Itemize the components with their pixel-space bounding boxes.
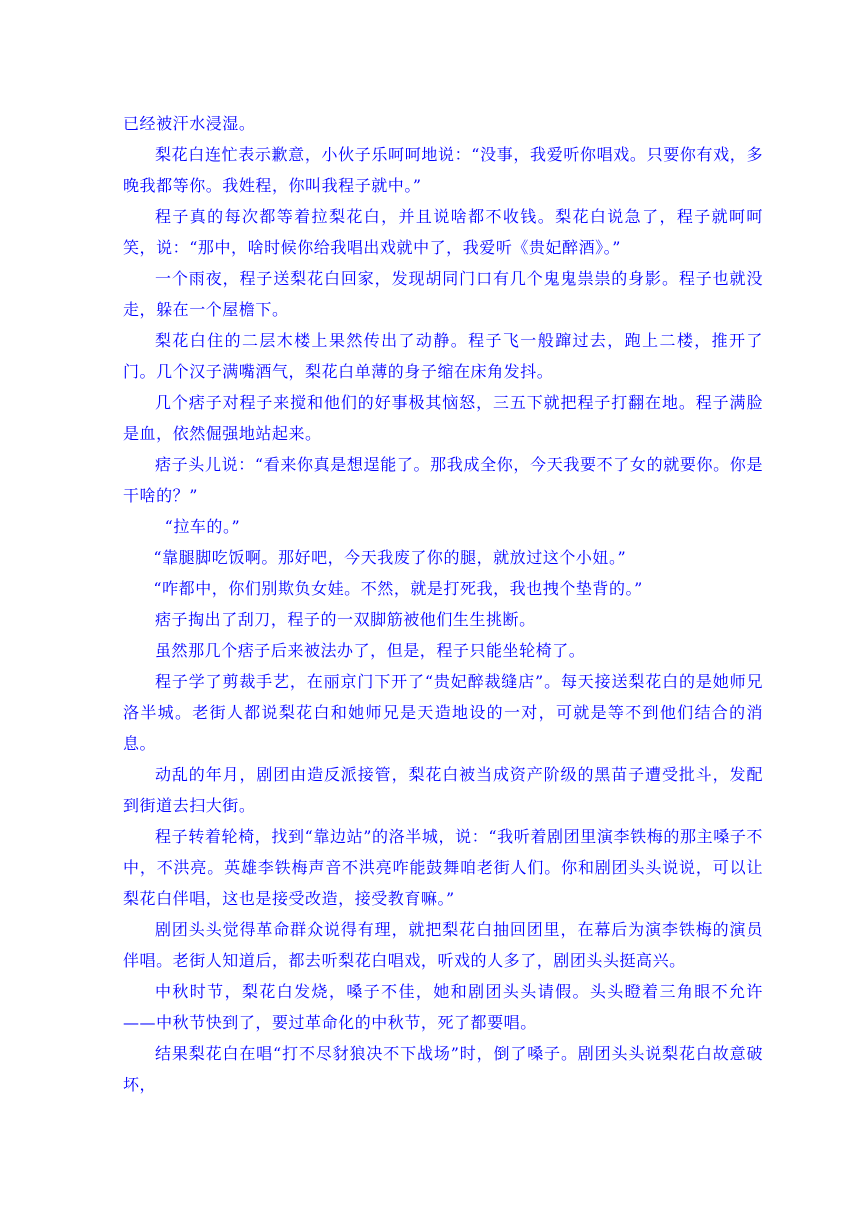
paragraph: “拉车的。” — [164, 517, 241, 536]
paragraph: 痞子掏出了刮刀，程子的一双脚筋被他们生生挑断。 — [155, 610, 536, 629]
paragraph: 虽然那几个痞子后来被法办了，但是，程子只能坐轮椅了。 — [155, 641, 586, 660]
paragraph: “咋都中，你们别欺负女娃。不然，就是打死我，我也拽个垫背的。” — [153, 579, 643, 598]
paragraph: 程子学了剪裁手艺，在丽京门下开了“贵妃醉裁缝店”。每天接送梨花白的是她师兄洛半城。老街人都说梨花白和她师兄是天造地设的一对，可就是等不到他们结合的消息。 — [123, 672, 763, 753]
document-body — [123, 108, 763, 1100]
paragraph: 已经被汗水浸湿。 — [123, 114, 256, 133]
paragraph: 结果梨花白在唱“打不尽豺狼决不下战场”时，倒了嗓子。剧团头头说梨花白故意破坏， — [123, 1044, 763, 1094]
paragraph: 中秋时节，梨花白发烧，嗓子不佳，她和剧团头头请假。头头瞪着三角眼不允许——中秋节快到了，要过革命化的中秋节，死了都要唱。 — [123, 982, 763, 1032]
paragraph: 程子真的每次都等着拉梨花白，并且说啥都不收钱。梨花白说急了，程子就呵呵笑，说：“那中，啥时候你给我唱出戏就中了，我爱听《贵妃醉酒》。” — [123, 207, 763, 257]
paragraph: 几个痞子对程子来搅和他们的好事极其恼怒，三五下就把程子打翻在地。程子满脸是血，依然倔强地站起来。 — [123, 393, 763, 443]
paragraph: 程子转着轮椅，找到“靠边站”的洛半城，说：“我听着剧团里演李铁梅的那主嗓子不中，不洪亮。英雄李铁梅声音不洪亮咋能鼓舞咱老街人们。你和剧团头头说说，可以让梨花白伴唱，这也是接受改造，接受教育嘛。” — [123, 827, 763, 908]
paragraph: 剧团头头觉得革命群众说得有理，就把梨花白抽回团里，在幕后为演李铁梅的演员伴唱。老街人知道后，都去听梨花白唱戏，听戏的人多了，剧团头头挺高兴。 — [123, 920, 763, 970]
paragraph: “靠腿脚吃饭啊。那好吧，今天我废了你的腿，就放过这个小妞。” — [153, 548, 627, 567]
paragraph: 梨花白连忙表示歉意，小伙子乐呵呵地说：“没事，我爱听你唱戏。只要你有戏，多晚我都等你。我姓程，你叫我程子就中。” — [123, 145, 763, 195]
paragraph: 梨花白住的二层木楼上果然传出了动静。程子飞一般蹿过去，跑上二楼，推开了门。几个汉子满嘴酒气，梨花白单薄的身子缩在床角发抖。 — [123, 331, 763, 381]
paragraph: 痞子头儿说：“看来你真是想逞能了。那我成全你，今天我要不了女的就要你。你是干啥的？” — [123, 455, 763, 505]
paragraph: 动乱的年月，剧团由造反派接管，梨花白被当成资产阶级的黑苗子遭受批斗，发配到街道去扫大街。 — [123, 765, 763, 815]
paragraph: 一个雨夜，程子送梨花白回家，发现胡同门口有几个鬼鬼祟祟的身影。程子也就没走，躲在一个屋檐下。 — [123, 269, 763, 319]
